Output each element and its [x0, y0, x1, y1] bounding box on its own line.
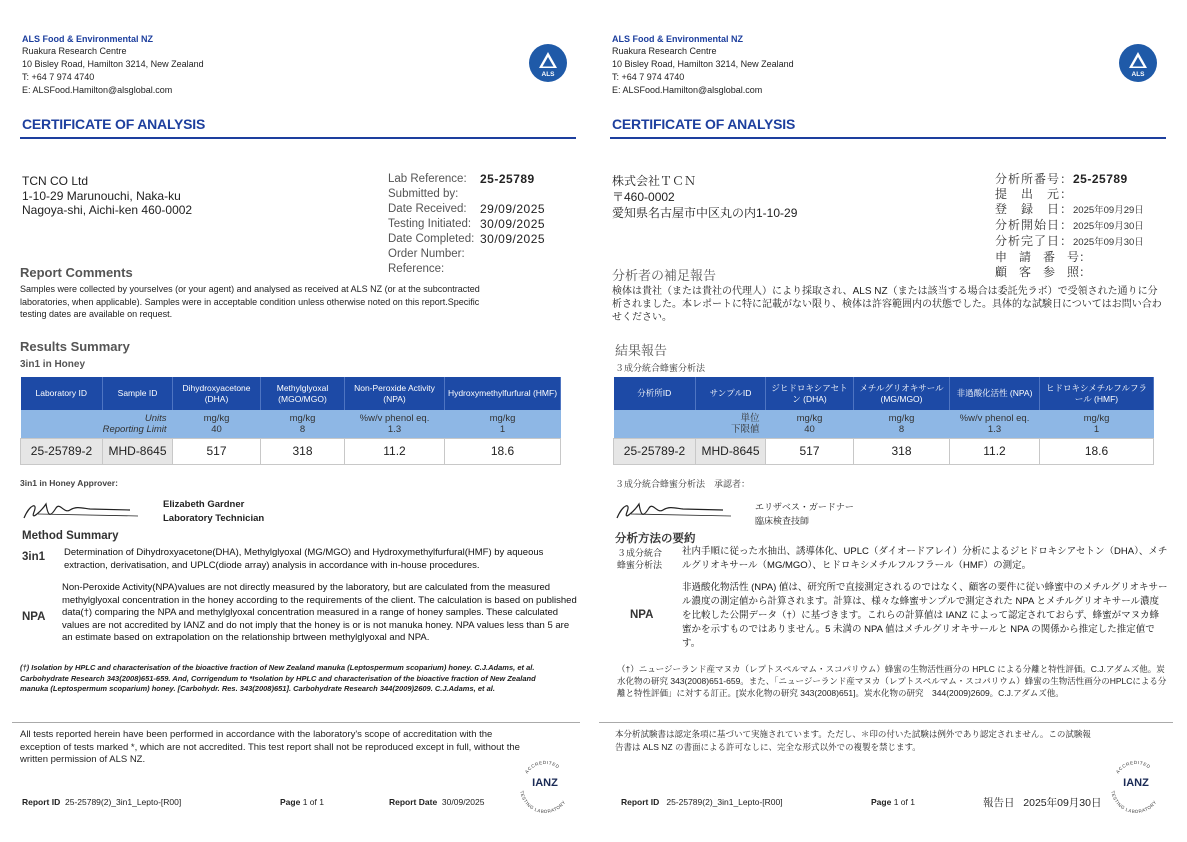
- client-address: Nagoya-shi, Aichi-ken 460-0002: [22, 203, 193, 217]
- certificate-title: CERTIFICATE OF ANALYSIS: [612, 116, 796, 132]
- units-cell: [261, 410, 345, 438]
- units-cell: [445, 410, 561, 438]
- org-address-line: 10 Bisley Road, Hamilton 3214, New Zealand: [22, 59, 204, 69]
- ianz-bottom-text: TESTING LABORATORY: [519, 790, 567, 815]
- footer-report-id: [22, 797, 181, 807]
- column-header: Hydroxymethylfurfural (HMF): [445, 377, 561, 410]
- hmf-value: 18.6: [445, 438, 561, 464]
- mgo-value: 318: [854, 438, 950, 464]
- column-header: 分析所ID: [614, 377, 696, 410]
- results-table: [20, 377, 561, 465]
- limit-value: 8: [299, 423, 306, 435]
- report-comments-text: Samples were collected by yourselves (or your agent) and analysed as received at ALS NZ (or at the subcontracted laboratories, when applicable). Samples were in acceptable condition unless otherwise noted on this report.Specific testing dates are available on request.: [20, 284, 480, 319]
- units-row: [21, 410, 561, 438]
- ref-label: 申 請 番 号：: [995, 250, 1092, 264]
- results-header-row: [614, 377, 1154, 410]
- ref-label: 顧 客 参 照：: [995, 265, 1092, 279]
- ref-label: Date Completed:: [388, 233, 475, 245]
- client-name: 株式会社ＴＣＮ: [612, 174, 697, 188]
- lab-reference-value: 25-25789: [1073, 172, 1128, 186]
- report-comments-heading: 分析者の補足報告: [612, 268, 717, 283]
- units-label: Units: [144, 412, 167, 424]
- ref-label: Order Number:: [388, 248, 465, 260]
- org-email: E: ALSFood.Hamilton@alsglobal.com: [22, 85, 173, 95]
- column-header: ヒドロキシメチルフルフラール (HMF): [1040, 377, 1154, 410]
- ianz-logo-text: IANZ: [532, 777, 558, 789]
- org-email: E: ALSFood.Hamilton@alsglobal.com: [612, 85, 763, 95]
- ref-label: 登 録 日：: [995, 202, 1074, 216]
- org-name: ALS Food & Environmental NZ: [22, 34, 154, 44]
- unit-value: mg/kg: [888, 412, 915, 424]
- limit-value: 1: [499, 423, 506, 435]
- ref-label: 分析所番号：: [995, 172, 1074, 186]
- certificate-title: CERTIFICATE OF ANALYSIS: [22, 116, 206, 132]
- column-header: Sample ID: [103, 377, 173, 410]
- ref-label: 分析完了日：: [995, 234, 1074, 248]
- report-date-value: 2025年09月30日: [1023, 797, 1102, 809]
- ianz-top-text: ACCREDITED: [1115, 759, 1152, 775]
- unit-value: mg/kg: [796, 412, 823, 424]
- date-received-value: 2025年09月29日: [1073, 205, 1144, 216]
- ref-label: 提 出 元：: [995, 187, 1074, 201]
- org-phone: T: +64 7 974 4740: [22, 72, 95, 82]
- unit-value: mg/kg: [1083, 412, 1110, 424]
- lab-id-cell: 25-25789-2: [21, 438, 103, 464]
- report-comments-text: 検体は貴社（または貴社の代理人）により採取され、ALS NZ（または該当する場合は委託先ラボ）で受領された通りに分析されました。本レポートに特に記載がない限り、検体は許容範囲内の状態でした。具体的な試験日についてはお問い合わせください。: [612, 286, 1162, 323]
- testing-initiated-value: 30/09/2025: [480, 217, 546, 231]
- units-cell: [766, 410, 854, 438]
- units-cell: [173, 410, 261, 438]
- report-id-value: 25-25789(2)_3in1_Lepto-[R00]: [666, 797, 783, 807]
- method-summary-heading: Method Summary: [22, 530, 119, 542]
- method-label-npa: NPA: [22, 611, 46, 623]
- units-limit-label: [614, 410, 766, 438]
- unit-value: mg/kg: [489, 412, 516, 424]
- dha-value: 517: [173, 438, 261, 464]
- footer-report-date: [389, 797, 484, 807]
- units-label: 単位: [740, 412, 760, 424]
- ref-label: Testing Initiated:: [388, 218, 472, 230]
- table-row: [21, 438, 561, 464]
- limit-value: 1.3: [987, 423, 1002, 435]
- footer-page: [871, 797, 915, 807]
- hmf-value: 18.6: [1040, 438, 1154, 464]
- client-name: TCN CO Ltd: [22, 174, 89, 188]
- column-header: メチルグリオキサール (MG/MGO): [854, 377, 950, 410]
- client-address: 1-10-29 Marunouchi, Naka-ku: [22, 188, 181, 203]
- units-cell: [950, 410, 1040, 438]
- npa-value: 11.2: [345, 438, 445, 464]
- approver-name: エリザベス・ガードナー: [755, 502, 854, 512]
- title-divider: [20, 137, 576, 139]
- limit-value: 40: [804, 423, 815, 435]
- org-name: ALS Food & Environmental NZ: [612, 34, 744, 44]
- reporting-limit-label: Reporting Limit: [102, 423, 167, 435]
- approver-role: 臨床検査技師: [755, 516, 810, 526]
- footer-divider: [12, 722, 580, 723]
- units-cell: [854, 410, 950, 438]
- method-label-3in1: 3in1: [22, 551, 46, 563]
- als-logo-icon: [529, 44, 567, 82]
- page-value: 1 of 1: [893, 797, 915, 807]
- ref-label: Submitted by:: [388, 188, 459, 200]
- report-date-label: 報告日: [983, 797, 1015, 809]
- org-address-line: 10 Bisley Road, Hamilton 3214, New Zealand: [612, 59, 794, 69]
- approver-signature: [20, 496, 140, 526]
- als-logo-text: ALS: [541, 71, 555, 78]
- sample-id-cell: MHD-8645: [696, 438, 766, 464]
- unit-value: mg/kg: [203, 412, 230, 424]
- reference-block: [388, 172, 545, 277]
- report-comments-heading: Report Comments: [20, 265, 133, 280]
- footnote: （†）ニュージーランド産マヌカ（レプトスペルマム・スコパリウム）蜂蜜の生物活性画分の HPLC による分離と特性評価。C.J.アダムズ他。炭水化物の研究 343(2008)651-659。また、「ニュージーランド産マヌカ（レプトスペルマム・スコパリウム）蜂蜜の生物活性画分のHPLCによる分離と特性評価」に対する訂正。[炭水化物の研究 343(2008)651]。炭水化物の研究 344(2009)2609。C.J.アダムズ他。: [617, 664, 1167, 698]
- units-cell: [345, 410, 445, 438]
- date-received-value: 29/09/2025: [480, 202, 546, 216]
- approver-name: Elizabeth Gardner: [163, 499, 245, 510]
- ianz-top-text: ACCREDITED: [524, 759, 561, 775]
- column-header: Dihydroxyacetone (DHA): [173, 377, 261, 410]
- date-completed-value: 30/09/2025: [480, 232, 546, 246]
- als-logo-icon: [1119, 44, 1157, 82]
- lab-id-cell: 25-25789-2: [614, 438, 696, 464]
- org-address-line: Ruakura Research Centre: [22, 46, 127, 56]
- unit-value: mg/kg: [289, 412, 316, 424]
- lab-reference-value: 25-25789: [480, 172, 535, 186]
- ref-label: Date Received:: [388, 203, 467, 215]
- column-header: ジヒドロキシアセトン (DHA): [766, 377, 854, 410]
- footer-report-date: [983, 795, 1101, 810]
- limit-value: 1.3: [387, 423, 402, 435]
- ref-label: 分析開始日：: [995, 218, 1074, 232]
- results-subheading: ３成分統合蜂蜜分析法: [615, 363, 706, 373]
- certificate-page-english: [0, 0, 580, 842]
- title-divider: [610, 137, 1166, 139]
- accreditation-statement: 本分析試験書は認定条項に基づいて実施されています。ただし、＊印の付いた試験は例外であり認定されません。この試験報告書は ALS NZ の書面による許可なしに、完全な形式以外での複製を禁じます。: [615, 729, 1091, 752]
- footer-report-id: [621, 797, 783, 807]
- limit-value: 40: [211, 423, 222, 435]
- method-label-npa: NPA: [630, 609, 654, 621]
- npa-value: 11.2: [950, 438, 1040, 464]
- org-address-line: Ruakura Research Centre: [612, 46, 717, 56]
- ianz-accreditation-icon: [512, 752, 578, 818]
- als-logo-text: ALS: [1131, 71, 1145, 78]
- report-date-label: Report Date: [389, 797, 438, 807]
- table-row: [614, 438, 1154, 464]
- method-label-3in1: ３成分統合 蜂蜜分析法: [617, 548, 663, 570]
- svg-text:TESTING LABORATORY: [1110, 790, 1157, 814]
- results-summary-heading: Results Summary: [20, 339, 130, 354]
- approver-role: Laboratory Technician: [163, 513, 265, 524]
- approver-heading: ３成分統合蜂蜜分析法 承認者：: [615, 479, 751, 489]
- footer-divider: [599, 722, 1173, 723]
- ianz-bottom-text: TESTING LABORATORY: [1110, 790, 1158, 815]
- units-limit-label: [21, 410, 173, 438]
- page-label: Page: [871, 797, 892, 807]
- limit-value: 8: [898, 423, 905, 435]
- unit-value: %w/v phenol eq.: [959, 412, 1030, 424]
- report-id-label: Report ID: [621, 797, 660, 807]
- results-header-row: [21, 377, 561, 410]
- column-header: Non-Peroxide Activity (NPA): [345, 377, 445, 410]
- testing-initiated-value: 2025年09月30日: [1073, 221, 1144, 232]
- limit-value: 1: [1093, 423, 1100, 435]
- mgo-value: 318: [261, 438, 345, 464]
- footnote: (†) Isolation by HPLC and characterisation of the bioactive fraction of New Zealand manuka (Leptospermum scoparium) honey. C.J.Adams, et al. Carbohydrate Research 343(2008)651-659. And, Corrigendum to *Isolation by HPLC and characterisation of the bioactive fraction of New Zealand manuka (Leptospermum scoparium) honey. [Carbohydr. Res. 343(2008)651]. Carbohydrate Research 344(2009)2609. C.J.Adams, et al.: [20, 663, 536, 693]
- page-label: Page: [280, 797, 301, 807]
- column-header: Methylglyoxal (MGO/MGO): [261, 377, 345, 410]
- units-cell: [1040, 410, 1154, 438]
- reference-block: [995, 172, 1144, 280]
- method-text-npa: Non-Peroxide Activity(NPA)values are not directly measured by the laboratory, but are calculated from the measured methylglyoxal concentration in the honey according to the requirements of the client. The calculation is based on published data(†) comparing the NPA and methylglyoxal concentration measured in a range of honey samples. These calculated values are not accredited by IANZ and do not imply that the honey is or is not manuka honey. NPA values less than 5 are an estimate based on extrapolation on the relationship brtween methylglyoxal and NPA.: [62, 582, 577, 643]
- svg-text:TESTING LABORATORY: [519, 790, 566, 814]
- ref-label: Reference:: [388, 263, 445, 275]
- footer-page: [280, 797, 324, 807]
- column-header: Laboratory ID: [21, 377, 103, 410]
- method-text-npa: 非過酸化物活性 (NPA) 値は、研究所で直接測定されるのではなく、顧客の要件に従い蜂蜜中のメチルグリオキサール濃度の測定値から計算されます。計算は、様々な蜂蜜サンプルで測定された NPA とメチルグリオキサール濃度を比較した公開データ（†）に基づきます。これらの計算値は IANZ によって認定されておらず、蜂蜜がマヌカ蜂蜜かを示すものではありません。5 未満の NPA 値はメチルグリオキサールと NPA の関係から推定した推定値です。: [682, 582, 1168, 649]
- report-id-value: 25-25789(2)_3in1_Lepto-[R00]: [64, 797, 182, 807]
- method-text-3in1: 社内手順に従った水抽出、誘導体化、UPLC（ダイオードアレイ）分析によるジヒドロキシアセトン（DHA）、メチルグリオキサール（MG/MGO）、ヒドロキシメチルフルフラール（HMF）の測定。: [682, 546, 1168, 571]
- ianz-accreditation-icon: [1103, 752, 1169, 818]
- approver-heading: 3in1 in Honey Approver:: [20, 478, 118, 488]
- method-summary-heading: 分析方法の要約: [615, 533, 696, 545]
- org-phone: T: +64 7 974 4740: [612, 72, 685, 82]
- ianz-logo-text: IANZ: [1123, 777, 1149, 789]
- client-postal-code: 〒460-0002: [612, 190, 675, 204]
- accreditation-statement: All tests reported herein have been performed in accordance with the laboratory's scope of accreditation with the exception of tests marked *, which are not accredited. This test report shall not be reproduced except in full, without the written permission of ALS NZ.: [20, 729, 520, 765]
- reporting-limit-label: 下限値: [730, 423, 760, 435]
- ref-label: Lab Reference:: [388, 173, 467, 185]
- column-header: 非過酸化活性 (NPA): [950, 377, 1040, 410]
- date-completed-value: 2025年09月30日: [1073, 237, 1144, 248]
- results-table: [613, 377, 1154, 465]
- results-summary-heading: 結果報告: [615, 343, 668, 358]
- unit-value: %w/v phenol eq.: [359, 412, 430, 424]
- page-value: 1 of 1: [302, 797, 324, 807]
- units-row: [614, 410, 1154, 438]
- certificate-page-japanese: [593, 0, 1173, 842]
- method-text-3in1: Determination of Dihydroxyacetone(DHA), Methylglyoxal (MG/MGO) and Hydroxymethylfurfural(HMF) by aqueous extraction, derivatisation, and UPLC(diode array) analysis in accordance with in-house procedures.: [64, 547, 544, 571]
- dha-value: 517: [766, 438, 854, 464]
- svg-text:ACCREDITED: [524, 760, 561, 774]
- svg-text:ACCREDITED: [1115, 760, 1152, 774]
- report-id-label: Report ID: [22, 797, 61, 807]
- report-date-value: 30/09/2025: [441, 797, 485, 807]
- results-subheading: 3in1 in Honey: [20, 359, 86, 370]
- column-header: サンプルID: [696, 377, 766, 410]
- approver-signature: [613, 496, 733, 526]
- sample-id-cell: MHD-8645: [103, 438, 173, 464]
- client-address: 愛知県名古屋市中区丸の内1-10-29: [612, 206, 798, 220]
